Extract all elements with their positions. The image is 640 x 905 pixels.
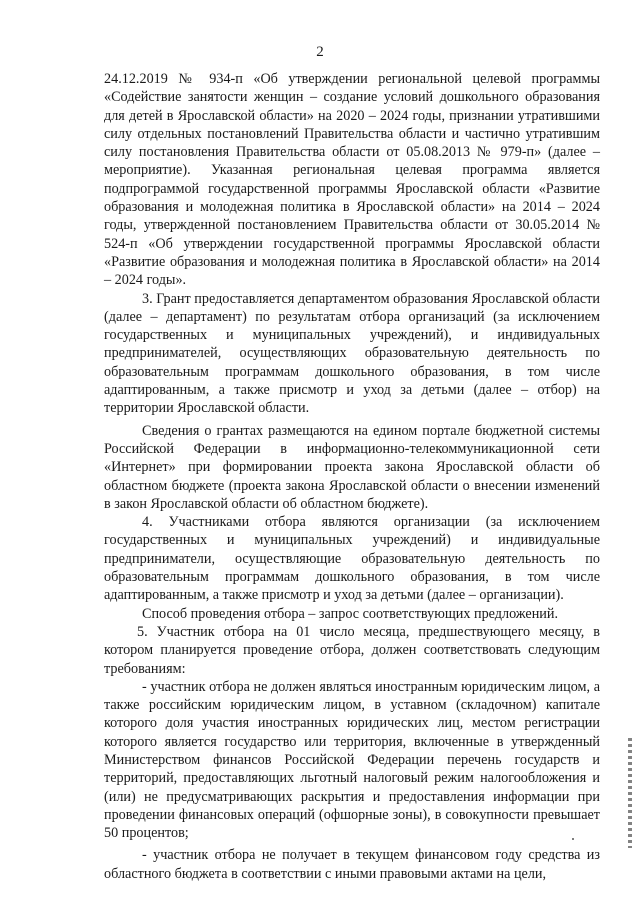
paragraph-selection-method: Способ проведения отбора – запрос соответствующих предложений. xyxy=(142,605,559,622)
scan-edge-mark xyxy=(628,738,632,848)
paragraph-5-requirements: 5. Участник отбора на 01 число месяца, предшествующего месяцу, в котором планируется проведение отбора, должен соответствовать следующим требованиям: xyxy=(104,623,600,677)
paragraph-grant-info: Сведения о грантах размещаются на едином портале бюджетной системы Российской Федерации в информационно-телекоммуникационной сети «Интернет» при формировании проекта закона Ярославской области об областном бюджете (проекта закона Ярославской области о внесении изменений в закон Ярославской области об областном бюджете). xyxy=(104,422,600,512)
scan-speck xyxy=(572,838,574,840)
document-body xyxy=(104,70,600,883)
paragraph-requirement-foreign: - участник отбора не должен являться иностранным юридическим лицом, а также российским юридическим лицом, в уставном (складочном) капитале которого доля участия иностранных юридических лиц, местом регистрации которого является государство или территория, включенные в утвержденный Министерством финансов Российской Федерации перечень государств и территорий, предоставляющих льготный налоговый режим налогообложения и (или) не предусматривающих раскрытия и предоставления информации при проведении финансовых операций (офшорные зоны), в совокупности превышает 50 процентов; xyxy=(104,678,600,842)
paragraph-program-reference: 24.12.2019 № 934-п «Об утверждении региональной целевой программы «Содействие занятости женщин – создание условий дошкольного образования для детей в Ярославской области» на 2020 – 2024 годы, признании утратившими силу отдельных постановлений Правительства области и частично утратившим силу постановления Правительства области от 05.08.2013 № 979-п» (далее – мероприятие). Указанная региональная целевая программа является подпрограммой государственной программы Ярославской области «Развитие образования и молодежная политика в Ярославской области» на 2014 – 2024 годы, утвержденной постановлением Правительства области от 30.05.2014 № 524-п «Об утверждении государственной программы Ярославской области «Развитие образования и молодежная политика в Ярославской области» на 2014 – 2024 годы». xyxy=(104,71,600,289)
paragraph-requirement-funds: - участник отбора не получает в текущем финансовом году средства из областного бюджета в соответствии с иными правовыми актами на цели, xyxy=(104,847,600,882)
page-number: 2 xyxy=(316,44,324,60)
paragraph-3-grant: 3. Грант предоставляется департаментом образования Ярославской области (далее – департамент) по результатам отбора организаций (за исключением государственных и муниципальных учреждений), и индивидуальных предпринимателей, осуществляющих образовательную деятельность по образовательным программам дошкольного образования, в том числе адаптированным, а также присмотр и уход за детьми (далее – отбор) на территории Ярославской области. xyxy=(104,290,600,417)
paragraph-4-participants: 4. Участниками отбора являются организации (за исключением государственных и муниципальных учреждений) и индивидуальные предприниматели, осуществляющие образовательную деятельность по образовательным программам дошкольного образования, в том числе адаптированным, а также присмотр и уход за детьми (далее – организации). xyxy=(104,514,600,604)
